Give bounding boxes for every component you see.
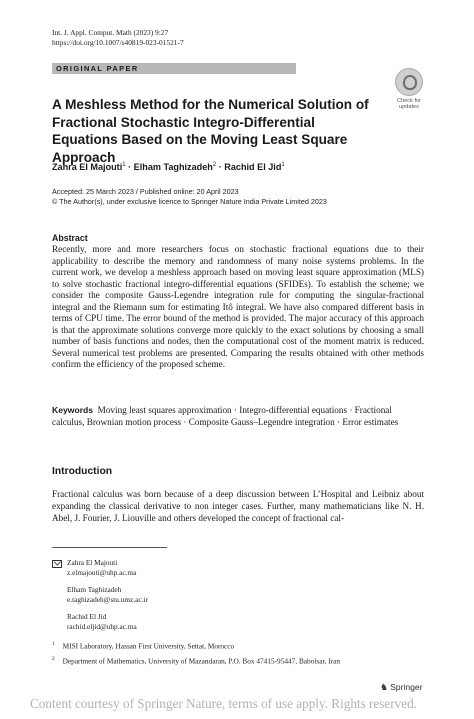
author-name[interactable]: Zahra El Majouti <box>52 162 123 173</box>
check-updates-line2: updates <box>399 104 419 111</box>
author-affiliation-mark: 1 <box>281 162 285 168</box>
dates-line: Accepted: 25 March 2023 / Published online: 20 April 2023 <box>52 187 239 196</box>
copyright-line: © The Author(s), under exclusive licence to Springer Nature India Private Limited 2023 <box>52 196 327 206</box>
publication-dates <box>52 187 327 207</box>
envelope-icon <box>52 560 62 568</box>
author-list <box>52 162 285 172</box>
introduction-text: Fractional calculus was born because of a deep discussion between L’Hospital and Leibniz about expanding the classical derivative to non integer cases. Further, many mathematicians like N. H. Abel, J. Fourier, J. Liouville and others developed the concept of fractional cal- <box>52 489 424 523</box>
springer-horse-icon: ♞ <box>380 682 389 692</box>
journal-citation: Int. J. Appl. Comput. Math (2023) 9:27 <box>52 28 169 37</box>
author-name[interactable]: Rachid El Jid <box>224 162 282 173</box>
footnote-divider <box>52 547 167 548</box>
article-title: A Meshless Method for the Numerical Solution of Fractional Stochastic Integro-Differential Equations Based on the Moving Least Square Approach <box>52 97 369 165</box>
contact-email[interactable]: e.taghizadeh@stu.umz.ac.ir <box>67 594 148 604</box>
author-separator: · <box>125 162 134 173</box>
abstract-text: Recently, more and more researchers focus on stochastic fractional equations due to their applicability to describe the memory and randomness of many noise systems problems. In the current work, we develop a meshless approach based on moving least square approximation (MLS) to solve stochastic fractional integro-differential equations (SFIDEs). To establish the scheme; we consider the composite Gauss-Legendre integration rule for computing the singular-fractional integral and the Riemann sum for estimating Itô integral. We have also compared different basis in terms of CPU time. The error bound of the method is provided. The major accuracy of this approach is that the approximate solutions converge more quickly to the exact solutions by choosing a small number of basis functions and nodes, then the computational cost of the moment matrix is reduced. Several numerical test problems are presented. Comparing the results obtained with other methods confirm the efficiency of the proposed scheme. <box>52 244 424 370</box>
check-updates-line1: Check for <box>397 98 421 104</box>
keywords-label: Keywords <box>52 405 94 415</box>
watermark-text: Content courtesy of Springer Nature, terms of use apply. Rights reserved. <box>30 696 417 711</box>
contact-block <box>67 558 136 577</box>
contact-block <box>67 585 148 604</box>
contact-email[interactable]: z.elmajouti@uhp.ac.ma <box>67 567 137 577</box>
keywords-text: Moving least squares approximation · Integro-differential equations · Fractional calculus, Brownian motion process · Composite Gauss–Legendre integration · Error estimates <box>52 405 399 427</box>
abstract-heading: Abstract <box>52 233 88 243</box>
journal-header <box>52 28 184 48</box>
affiliation-text: MISI Laboratory, Hassan First University, Settat, Morocco <box>62 641 235 651</box>
affiliation-number: 1 <box>52 641 55 647</box>
author-separator: · <box>216 162 225 173</box>
publisher-name: Springer <box>390 682 423 692</box>
affiliation-item <box>52 640 234 651</box>
contact-name: Zahra El Majouti <box>67 558 118 567</box>
check-for-updates-badge[interactable] <box>392 68 426 112</box>
contact-email[interactable]: rachid.eljid@uhp.ac.ma <box>67 621 137 631</box>
section-label-bar <box>52 63 296 74</box>
author-name[interactable]: Elham Taghizadeh <box>133 162 213 173</box>
author-affiliation-mark: 1 <box>122 162 126 168</box>
contact-name: Rachid El Jid <box>67 612 107 621</box>
publisher-logo <box>380 682 423 693</box>
introduction-heading: Introduction <box>52 466 113 477</box>
doi-link[interactable]: https://doi.org/10.1007/s40819-023-01521-7 <box>52 37 184 47</box>
affiliation-text: Department of Mathematics, University of Mazandaran, P.O. Box 47415-95447, Babolsar, Iran <box>62 656 340 666</box>
author-affiliation-mark: 2 <box>212 162 217 168</box>
contact-name: Elham Taghizadeh <box>67 585 122 594</box>
contact-block <box>67 612 137 631</box>
keywords-block <box>52 405 424 428</box>
section-label: ORIGINAL PAPER <box>56 64 139 73</box>
check-updates-icon <box>395 68 423 96</box>
affiliation-item <box>52 655 340 666</box>
affiliation-number: 2 <box>52 656 55 662</box>
